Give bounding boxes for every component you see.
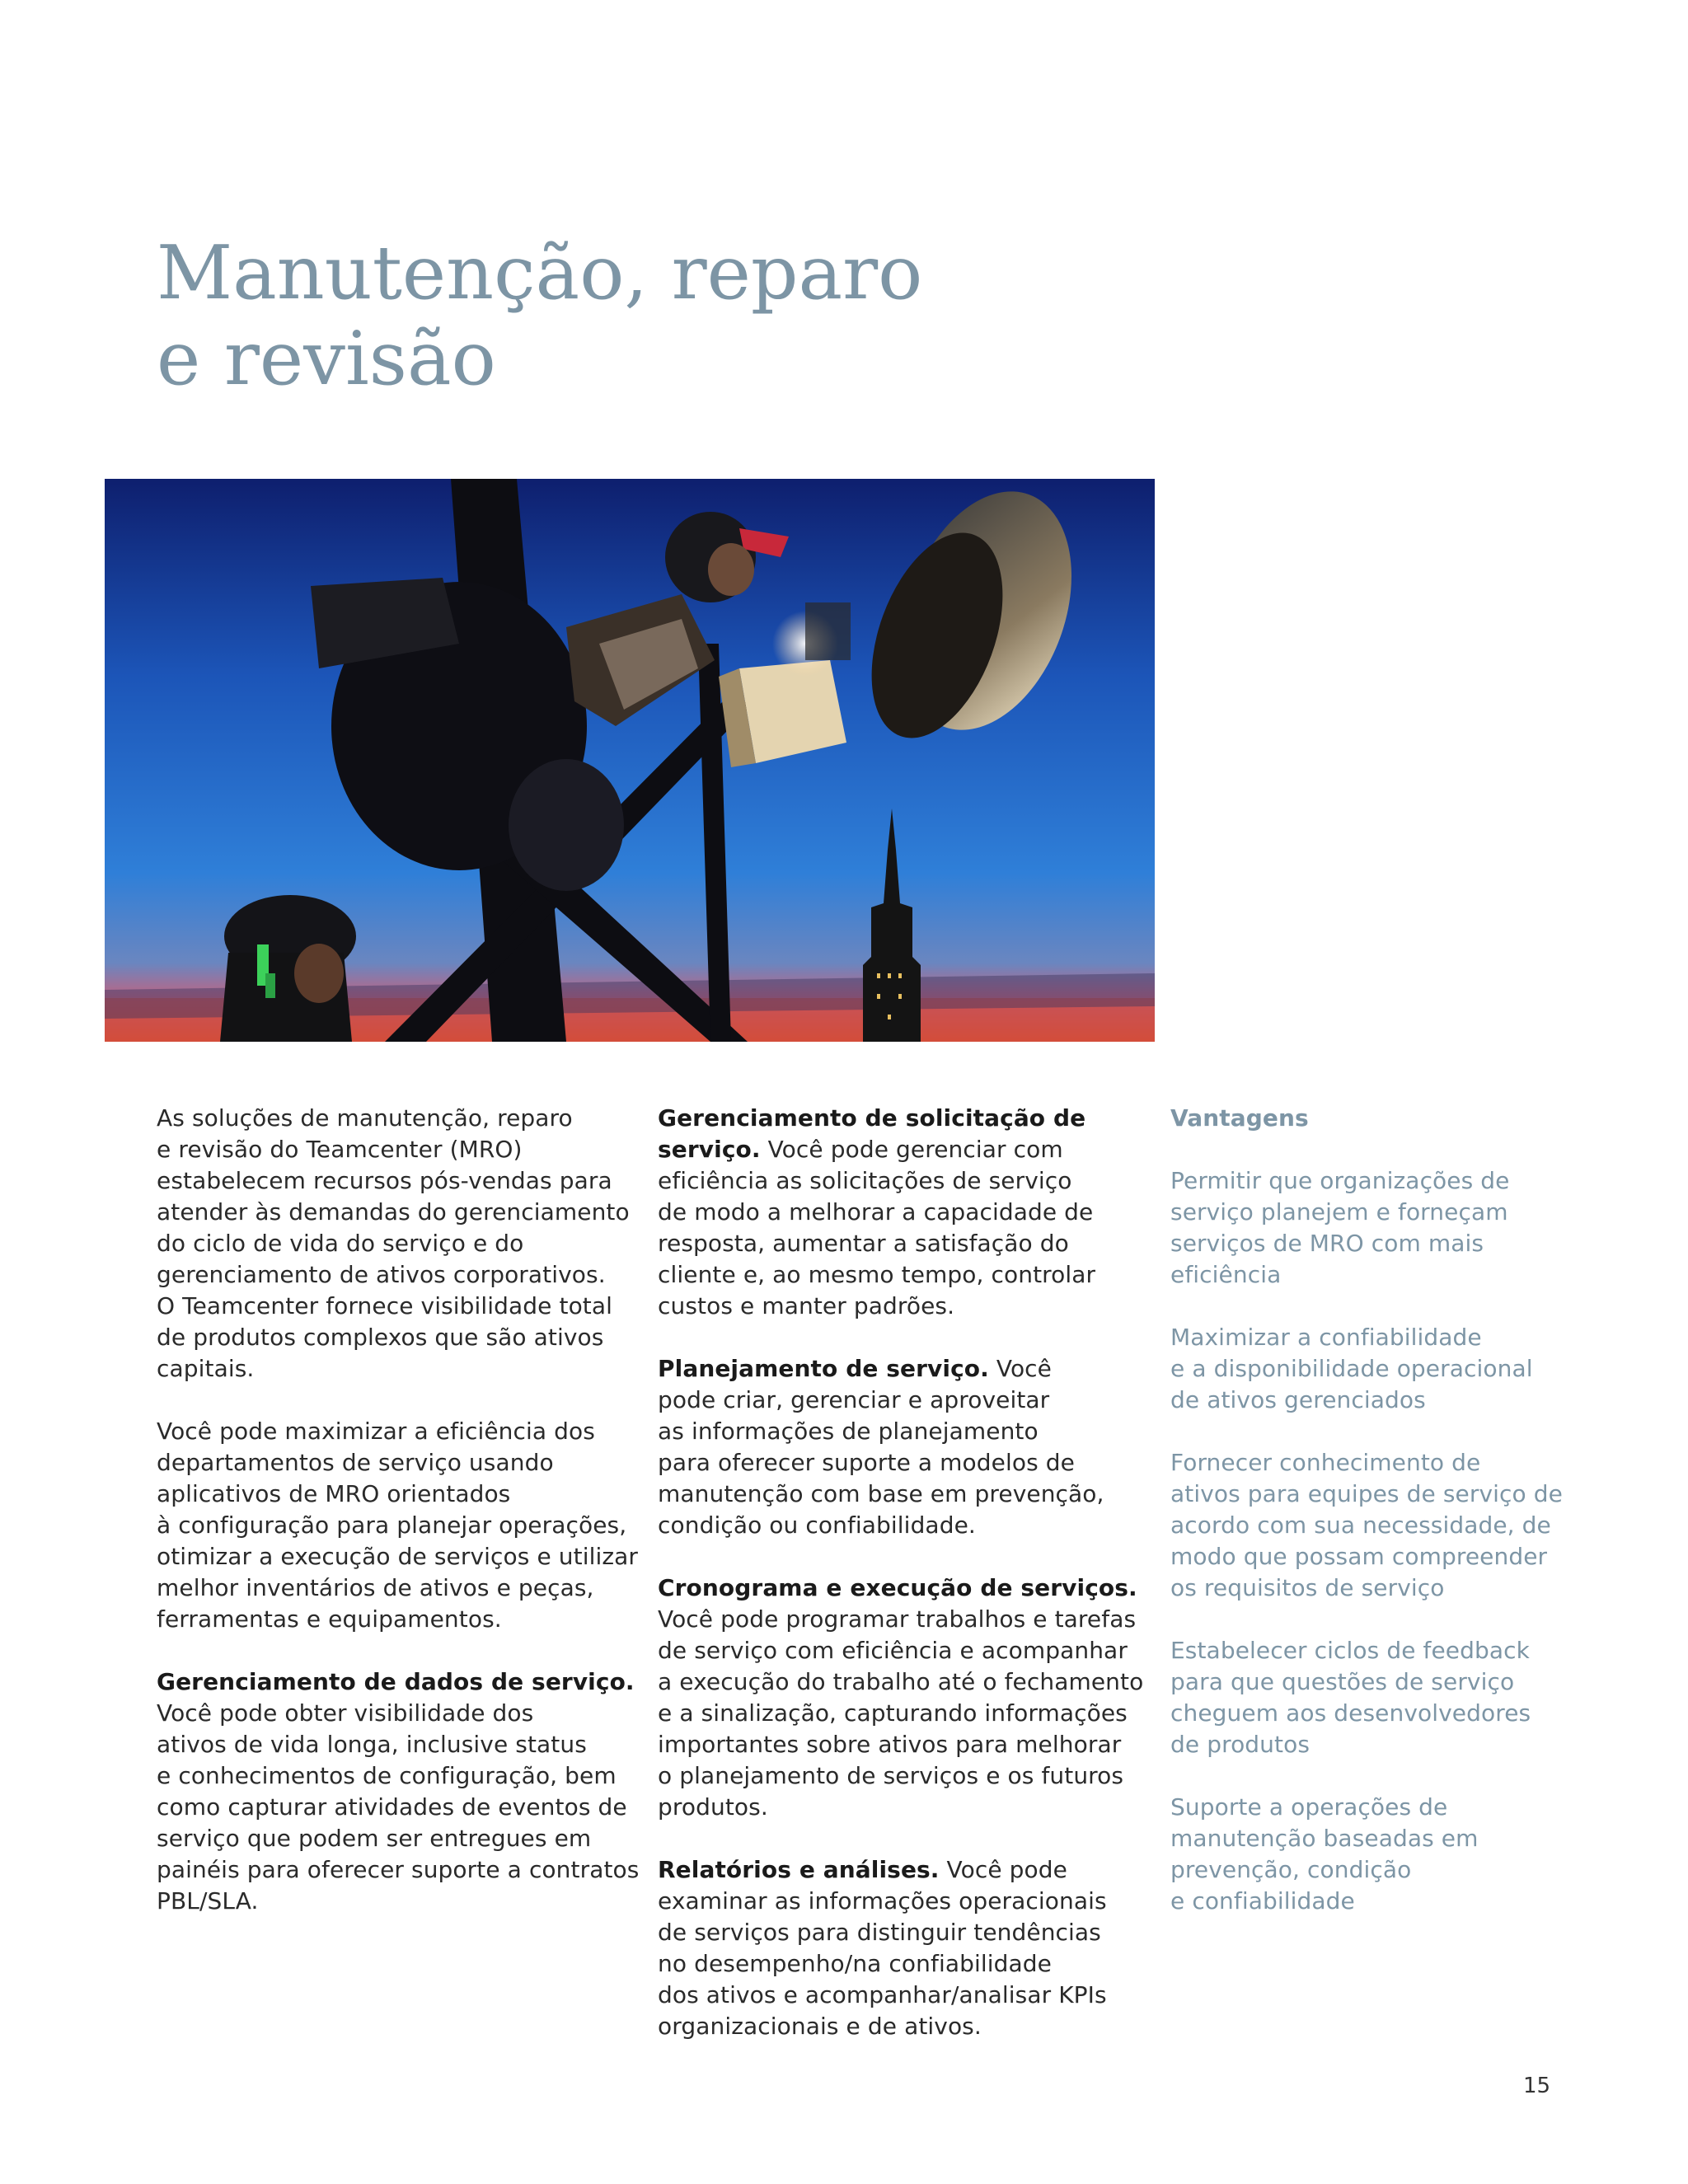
advantage-item [1170, 1165, 1558, 1291]
section-heading-text: Cronograma e execução de serviços. [658, 1574, 1137, 1601]
text-line: manutenção baseadas em [1170, 1825, 1479, 1852]
text-line: organizacionais e de ativos. [658, 2013, 982, 2040]
page-title-line-2: e revisão [157, 316, 496, 402]
text-line: painéis para oferecer suporte a contratos [157, 1856, 640, 1883]
text-line: Fornecer conhecimento de [1170, 1449, 1481, 1476]
text-line: resposta, aumentar a satisfação do [658, 1230, 1069, 1257]
text-line: Você pode obter visibilidade dos [157, 1699, 534, 1727]
text-line: serviço que podem ser entregues em [157, 1825, 592, 1852]
text-line: custos e manter padrões. [658, 1292, 955, 1319]
advantages-heading-text: Vantagens [1170, 1104, 1309, 1132]
advantages-heading [1170, 1103, 1558, 1134]
section-heading-text: Planejamento de serviço. [658, 1355, 989, 1382]
text-line: PBL/SLA. [157, 1887, 259, 1915]
page-number: 15 [1523, 2074, 1551, 2098]
section-heading-text: Gerenciamento de dados de serviço. [157, 1668, 635, 1695]
text-line: ativos para equipes de serviço de [1170, 1480, 1563, 1507]
features-column [658, 1103, 1144, 2074]
text-line [658, 1353, 1144, 1385]
advantage-item [1170, 1322, 1558, 1416]
reports-analytics-section [658, 1854, 1144, 2042]
text-line: dos ativos e acompanhar/analisar KPIs [658, 1981, 1107, 2008]
text-line: cliente e, ao mesmo tempo, controlar [658, 1261, 1096, 1288]
text-line: examinar as informações operacionais [658, 1887, 1107, 1915]
text-line: e conhecimentos de configuração, bem [157, 1762, 617, 1789]
text-line: modo que possam compreender [1170, 1543, 1548, 1570]
text-line: melhor inventários de ativos e peças, [157, 1574, 594, 1601]
intro-column [157, 1103, 640, 1948]
text-line: de produtos complexos que são ativos [157, 1324, 604, 1351]
text-line: para oferecer suporte a modelos de [658, 1449, 1075, 1476]
text-line: pode criar, gerenciar e aproveitar [658, 1386, 1050, 1413]
text-line: Estabelecer ciclos de feedback [1170, 1637, 1530, 1664]
text-line: gerenciamento de ativos corporativos. [157, 1261, 606, 1288]
page-title-line-1: Manutenção, reparo [157, 230, 923, 316]
advantage-item [1170, 1635, 1558, 1760]
text-line: condição ou confiabilidade. [658, 1511, 976, 1539]
text-line: estabelecem recursos pós-vendas para [157, 1167, 612, 1194]
text-line: departamentos de serviço usando [157, 1449, 554, 1476]
text-line: produtos. [658, 1793, 768, 1821]
text-line: ferramentas e equipamentos. [157, 1605, 502, 1633]
text-line: as informações de planejamento [658, 1418, 1039, 1445]
section-heading [157, 1666, 635, 1698]
text-line: e confiabilidade [1170, 1887, 1355, 1915]
text-line: manutenção com base em prevenção, [658, 1480, 1104, 1507]
text-line: Maximizar a confiabilidade [1170, 1324, 1482, 1351]
intro-paragraph-2 [157, 1416, 639, 1635]
text-line: de modo a melhorar a capacidade de [658, 1198, 1094, 1226]
service-data-management-section [157, 1666, 640, 1917]
text-line: o planejamento de serviços e os futuros [658, 1762, 1124, 1789]
section-heading-text: serviço. [658, 1136, 761, 1163]
service-planning-section [658, 1353, 1144, 1541]
text-line: otimizar a execução de serviços e utilizar [157, 1543, 639, 1570]
text-line: à configuração para planejar operações, [157, 1511, 627, 1539]
text-line [658, 1134, 1144, 1165]
text-line: prevenção, condição [1170, 1856, 1412, 1883]
text-line: do ciclo de vida do serviço e do [157, 1230, 524, 1257]
text-line: atender às demandas do gerenciamento [157, 1198, 630, 1226]
text-line [658, 1854, 1144, 1886]
intro-paragraph-1 [157, 1103, 635, 1385]
text-line: de serviços para distinguir tendências [658, 1919, 1101, 1946]
text-run: Você pode gerenciar com [760, 1136, 1063, 1163]
text-line: importantes sobre ativos para melhorar [658, 1731, 1122, 1758]
text-line: ativos de vida longa, inclusive status [157, 1731, 587, 1758]
text-run: Você [988, 1355, 1053, 1382]
text-line: As soluções de manutenção, reparo [157, 1104, 573, 1132]
text-line: O Teamcenter fornece visibilidade total [157, 1292, 613, 1319]
text-run: Você pode [939, 1856, 1067, 1883]
text-line: e a sinalização, capturando informações [658, 1699, 1128, 1727]
text-line: de produtos [1170, 1731, 1311, 1758]
hero-photo-technicians-antenna-tower [105, 479, 1155, 1042]
text-line: para que questões de serviço [1170, 1668, 1515, 1695]
text-line: a execução do trabalho até o fechamento [658, 1668, 1144, 1695]
advantage-item [1170, 1792, 1558, 1917]
text-line: Você pode maximizar a eficiência dos [157, 1418, 595, 1445]
text-line: como capturar atividades de eventos de [157, 1793, 627, 1821]
text-line: Você pode programar trabalhos e tarefas [658, 1605, 1137, 1633]
service-request-management-section [658, 1103, 1144, 1322]
text-line: capitais. [157, 1355, 255, 1382]
text-line: cheguem aos desenvolvedores [1170, 1699, 1531, 1727]
text-line: eficiência as solicitações de serviço [658, 1167, 1072, 1194]
page-title [157, 231, 1063, 402]
text-line: de ativos gerenciados [1170, 1386, 1426, 1413]
section-heading [658, 1572, 1144, 1604]
text-line: aplicativos de MRO orientados [157, 1480, 511, 1507]
text-line: de serviço com eficiência e acompanhar [658, 1637, 1128, 1664]
text-line: serviço planejem e forneçam [1170, 1198, 1508, 1226]
text-line: os requisitos de serviço [1170, 1574, 1445, 1601]
advantages-sidebar [1170, 1103, 1563, 1948]
text-line: e revisão do Teamcenter (MRO) [157, 1136, 523, 1163]
advantage-item [1170, 1447, 1563, 1604]
text-line: eficiência [1170, 1261, 1282, 1288]
text-line: serviços de MRO com mais [1170, 1230, 1484, 1257]
text-line: no desempenho/na confiabilidade [658, 1950, 1052, 1977]
text-line: Suporte a operações de [1170, 1793, 1448, 1821]
section-heading-text: Relatórios e análises. [658, 1856, 940, 1883]
section-heading-text: Gerenciamento de solicitação de [658, 1104, 1086, 1132]
service-scheduling-execution-section [658, 1572, 1144, 1823]
text-line: Permitir que organizações de [1170, 1167, 1510, 1194]
text-line: acordo com sua necessidade, de [1170, 1511, 1551, 1539]
section-heading [658, 1103, 1144, 1134]
text-line: e a disponibilidade operacional [1170, 1355, 1533, 1382]
